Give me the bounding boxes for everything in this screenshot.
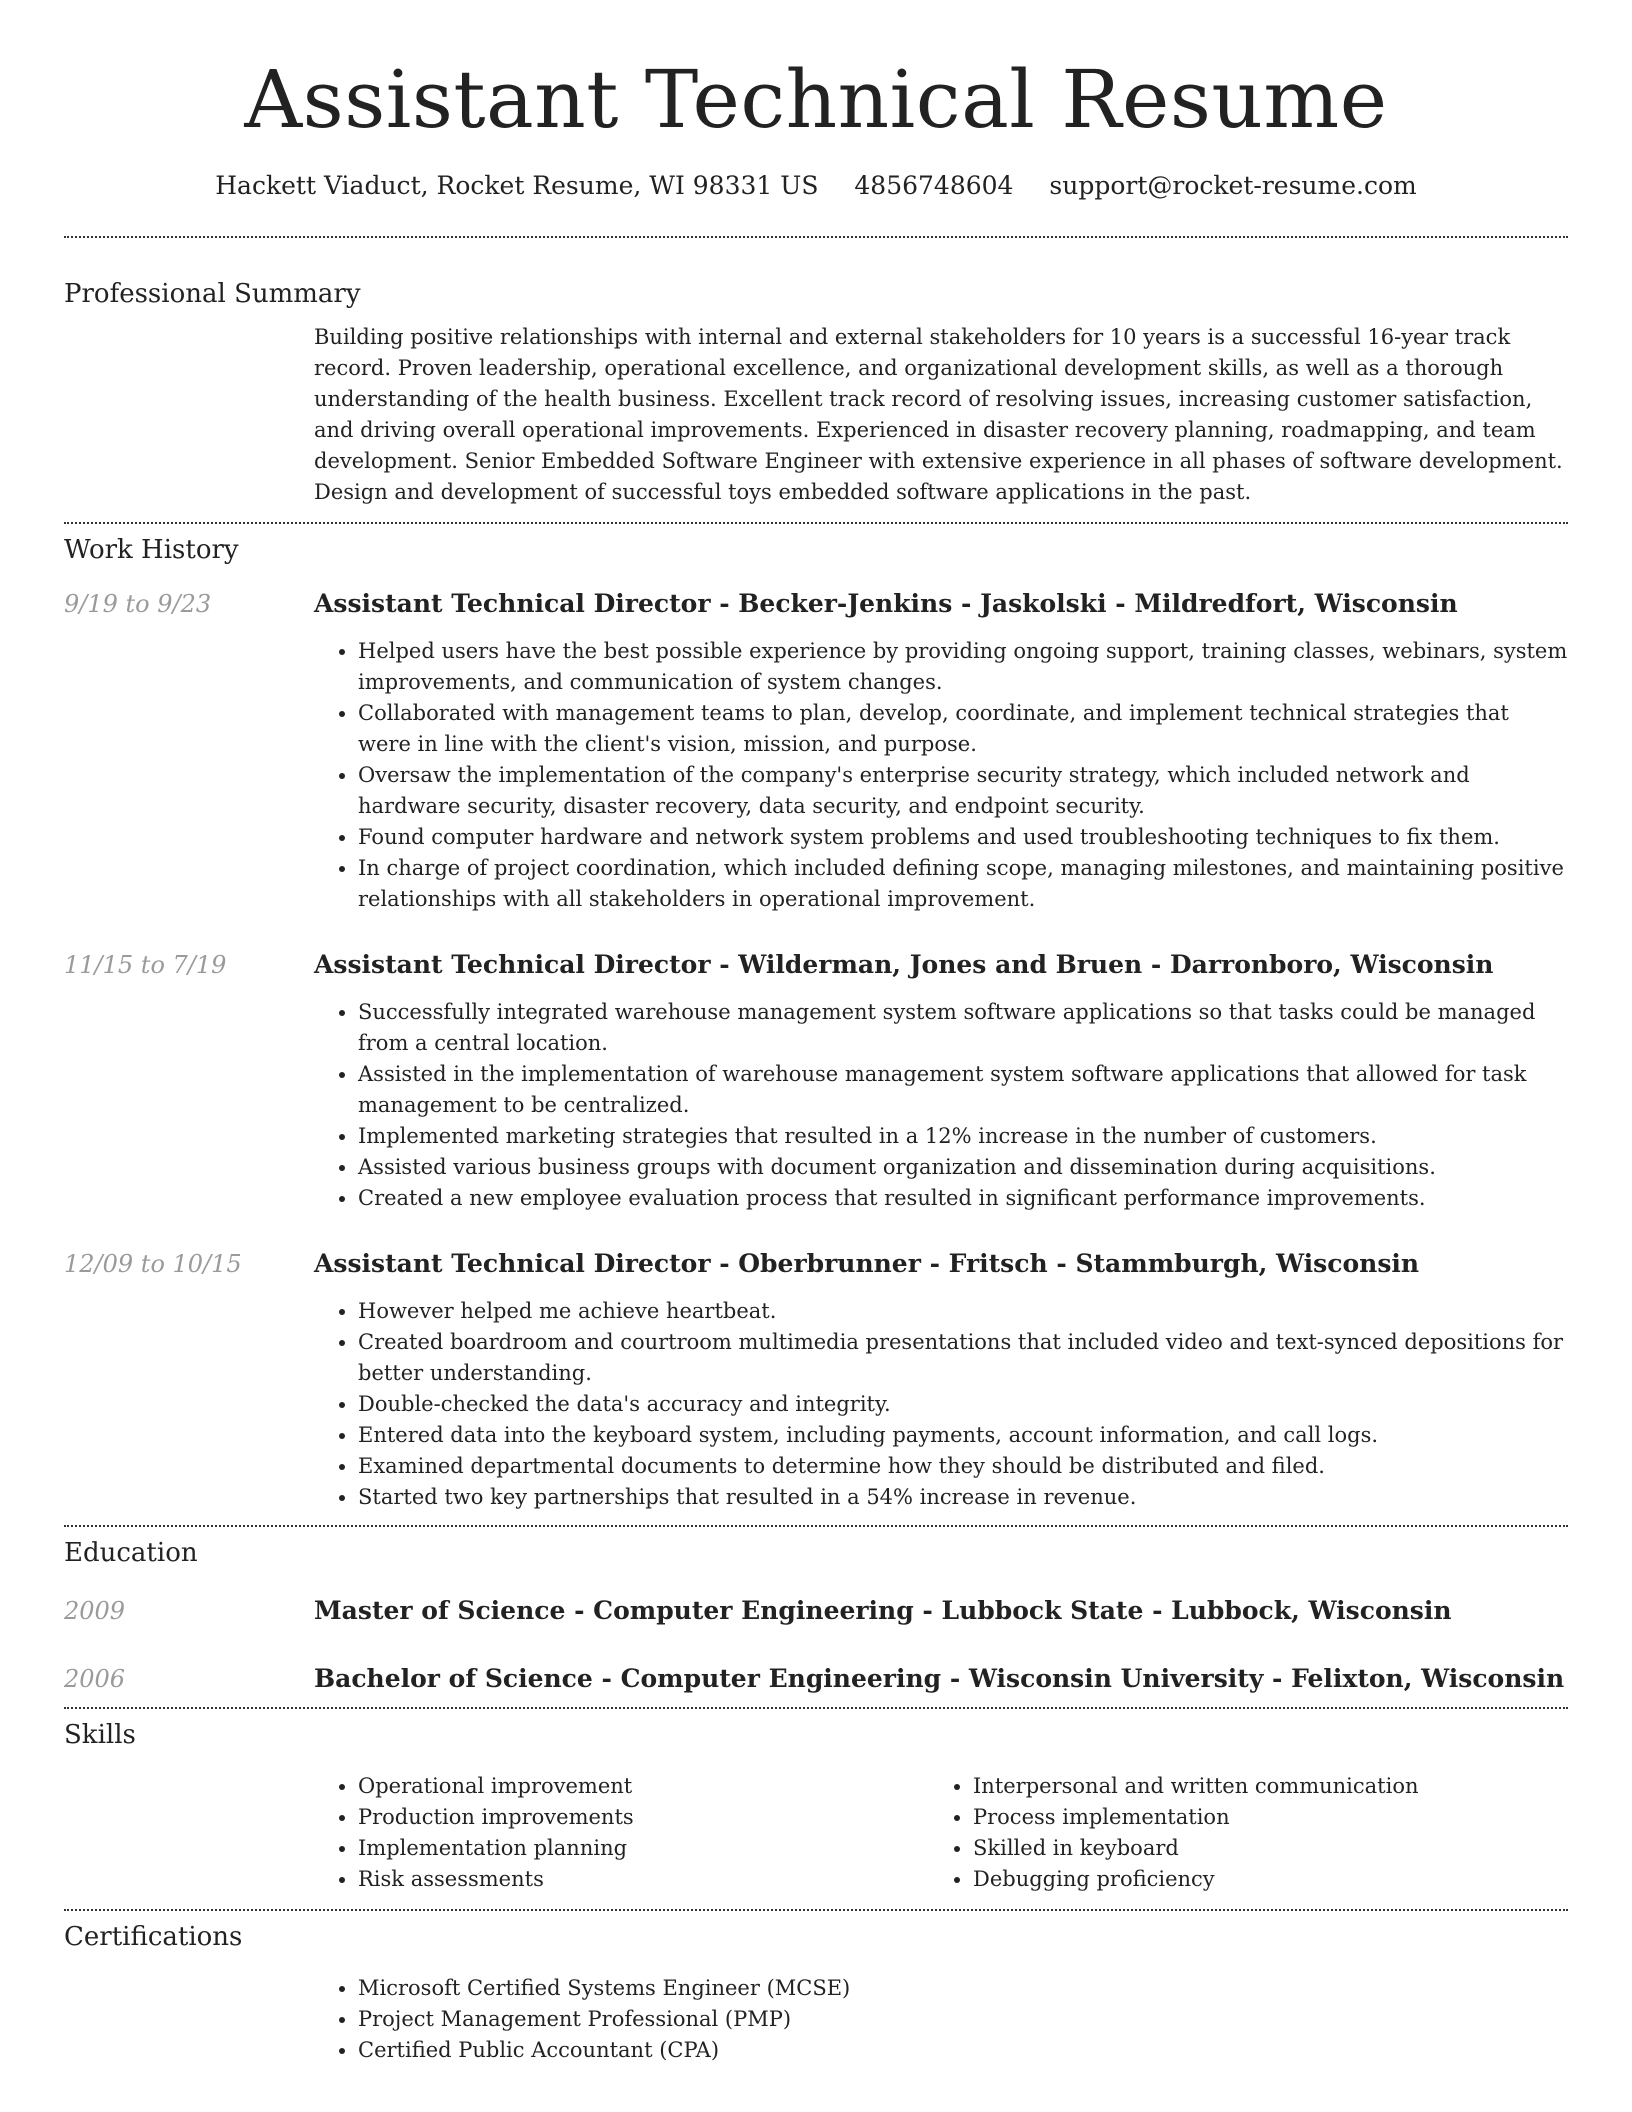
list-item: • However helped me achieve heartbeat. [358, 1296, 1568, 1327]
section-heading-skills: Skills [64, 1720, 136, 1750]
list-item: • Examined departmental documents to determine how they should be distributed and filed. [358, 1451, 1568, 1482]
skills-list [929, 1771, 1544, 1895]
list-item: • Implementation planning [358, 1833, 929, 1864]
job-dates: 11/15 to 7/19 [64, 951, 227, 979]
resume-header [64, 0, 1568, 202]
summary-text: Building positive relationships with internal and external stakeholders for 10 years is a successful 16-year track record. Proven leadership, operational excellence, and organizational development skills, as well as a thorough understanding of the health business. Excellent track record of resolving issues, increasing customer satisfaction, and driving overall operational improvements. Experienced in disaster recovery planning, roadmapping, and team development. Senior Embedded Software Engineer with extensive experience in all phases of software development. Design and development of successful toys embedded software applications in the past. [314, 325, 1563, 504]
section-heading-summary: Professional Summary [64, 279, 361, 309]
skills-column-1 [314, 1771, 929, 1895]
resume-page [64, 0, 1568, 2066]
list-item: • Collaborated with management teams to plan, develop, coordinate, and implement technical strategies that were in line with the client's vision, mission, and purpose. [358, 698, 1568, 760]
list-item: • Implemented marketing strategies that resulted in a 12% increase in the number of customers. [358, 1121, 1568, 1152]
list-item: • Operational improvement [358, 1771, 929, 1802]
education-degree: Master of Science - Computer Engineering - Lubbock State - Lubbock, Wisconsin [314, 1596, 1452, 1625]
contact-phone: 4856748604 [854, 171, 1014, 200]
job-title: Assistant Technical Director - Wilderman, Jones and Bruen - Darronboro, Wisconsin [314, 950, 1494, 979]
certifications-list [314, 1973, 1568, 2066]
job-bullets [314, 997, 1568, 1214]
list-item: • Project Management Professional (PMP) [358, 2004, 1568, 2035]
contact-email: support@rocket-resume.com [1049, 171, 1417, 200]
list-item: • Oversaw the implementation of the company's enterprise security strategy, which included network and hardware security, disaster recovery, data security, and endpoint security. [358, 760, 1568, 822]
list-item: • Assisted in the implementation of warehouse management system software applications that allowed for task management to be centralized. [358, 1059, 1568, 1121]
list-item: • Interpersonal and written communication [973, 1771, 1544, 1802]
list-item: • Skilled in keyboard [973, 1833, 1544, 1864]
job-entry [64, 1248, 1568, 1525]
list-item: • Assisted various business groups with document organization and dissemination during acquisitions. [358, 1152, 1568, 1183]
job-bullets [314, 1296, 1568, 1513]
list-item: • Entered data into the keyboard system, including payments, account information, and call logs. [358, 1420, 1568, 1451]
certifications-section [64, 1911, 1568, 2066]
education-degree: Bachelor of Science - Computer Engineering - Wisconsin University - Felixton, Wisconsin [314, 1664, 1565, 1693]
section-heading-education: Education [64, 1538, 198, 1568]
section-heading-certifications: Certifications [64, 1922, 243, 1952]
list-item: • Helped users have the best possible experience by providing ongoing support, training classes, webinars, system improvements, and communication of system changes. [358, 636, 1568, 698]
list-item: • Risk assessments [358, 1864, 929, 1895]
contact-line [64, 170, 1568, 202]
work-section [64, 524, 1568, 1525]
job-bullets [314, 636, 1568, 915]
list-item: • Started two key partnerships that resulted in a 54% increase in revenue. [358, 1482, 1568, 1513]
list-item: • Double-checked the data's accuracy and integrity. [358, 1389, 1568, 1420]
job-title: Assistant Technical Director - Oberbrunner - Fritsch - Stammburgh, Wisconsin [314, 1249, 1420, 1278]
education-section [64, 1527, 1568, 1707]
list-item: • Successfully integrated warehouse management system software applications so that tasks could be managed from a central location. [358, 997, 1568, 1059]
list-item: • Debugging proficiency [973, 1864, 1544, 1895]
skills-column-2 [929, 1771, 1544, 1895]
resume-title: Assistant Technical Resume [244, 53, 1388, 146]
contact-address: Hackett Viaduct, Rocket Resume, WI 98331 US [215, 171, 819, 200]
education-year: 2006 [64, 1665, 126, 1693]
list-item: • Found computer hardware and network system problems and used troubleshooting techniques to fix them. [358, 822, 1568, 853]
job-title: Assistant Technical Director - Becker-Jenkins - Jaskolski - Mildredfort, Wisconsin [314, 589, 1458, 618]
education-year: 2009 [64, 1597, 126, 1625]
list-item: • Created a new employee evaluation process that resulted in significant performance improvements. [358, 1183, 1568, 1214]
list-item: • Production improvements [358, 1802, 929, 1833]
education-entry [64, 1595, 1568, 1627]
job-dates: 9/19 to 9/23 [64, 590, 212, 618]
list-item: • Created boardroom and courtroom multimedia presentations that included video and text-synced depositions for better understanding. [358, 1327, 1568, 1389]
skills-section [64, 1709, 1568, 1909]
list-item: • Certified Public Accountant (CPA) [358, 2035, 1568, 2066]
skills-list [314, 1771, 929, 1895]
job-entry [64, 588, 1568, 915]
job-dates: 12/09 to 10/15 [64, 1250, 242, 1278]
job-entry [64, 949, 1568, 1214]
list-item: • In charge of project coordination, which included defining scope, managing milestones, and maintaining positive relationships with all stakeholders in operational improvement. [358, 853, 1568, 915]
list-item: • Microsoft Certified Systems Engineer (MCSE) [358, 1973, 1568, 2004]
education-entry [64, 1663, 1568, 1695]
summary-section [64, 238, 1568, 522]
list-item: • Process implementation [973, 1802, 1544, 1833]
section-heading-work: Work History [64, 535, 239, 565]
